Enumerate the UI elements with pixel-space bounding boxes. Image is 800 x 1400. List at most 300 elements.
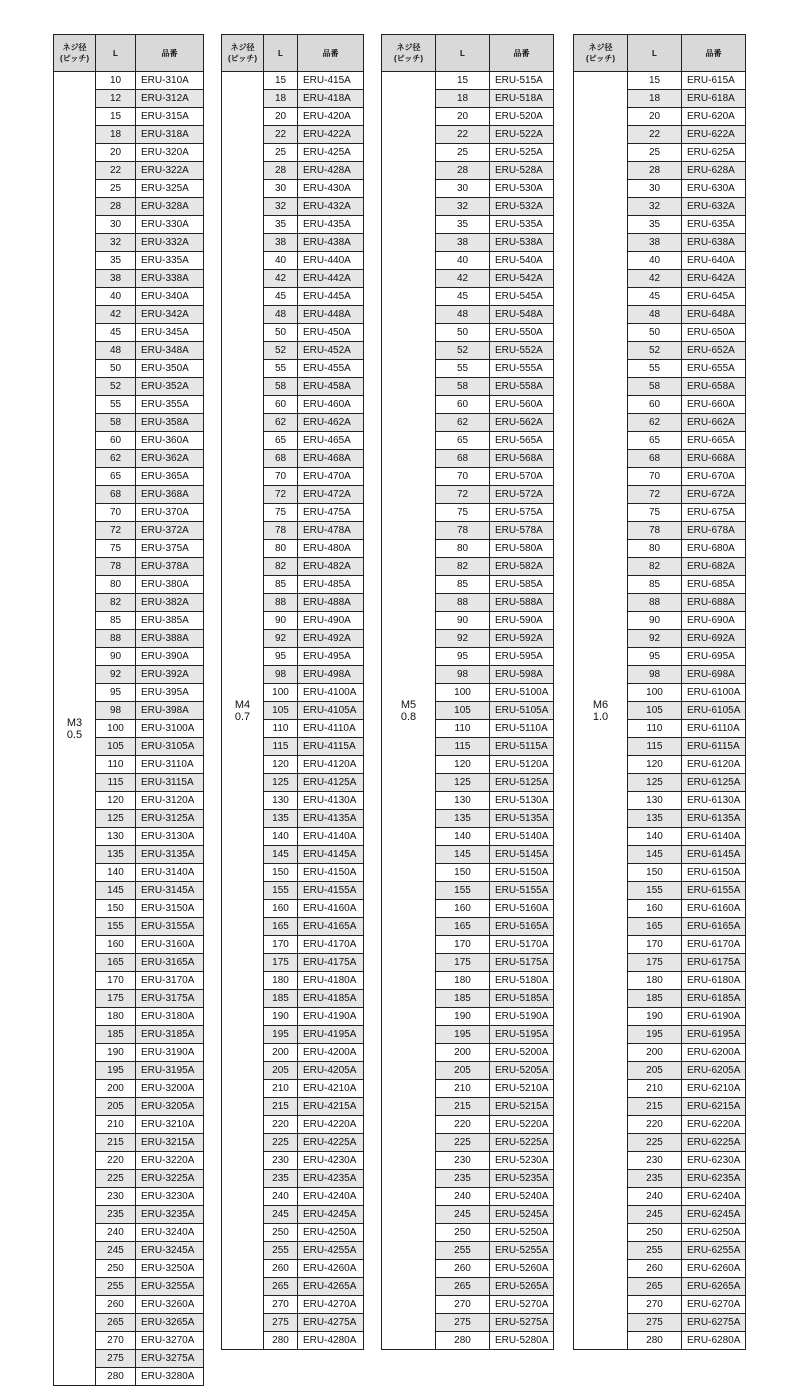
- thread-size-cell: [54, 72, 96, 1386]
- part-number-cell: ERU-6250A: [682, 1224, 746, 1242]
- length-cell: 215: [96, 1134, 136, 1152]
- part-number-cell: ERU-580A: [490, 540, 554, 558]
- part-number-cell: ERU-5210A: [490, 1080, 554, 1098]
- length-cell: 25: [96, 180, 136, 198]
- part-number-cell: ERU-465A: [298, 432, 364, 450]
- part-number-cell: ERU-688A: [682, 594, 746, 612]
- table-row: [574, 72, 746, 90]
- length-cell: 82: [96, 594, 136, 612]
- thread-pitch: 0.7: [234, 710, 251, 723]
- part-number-cell: ERU-4160A: [298, 900, 364, 918]
- header-part-no: 品番: [136, 35, 204, 72]
- length-cell: 230: [96, 1188, 136, 1206]
- header-part-no: 品番: [490, 35, 554, 72]
- length-cell: 170: [264, 936, 298, 954]
- length-cell: 70: [96, 504, 136, 522]
- length-cell: 180: [264, 972, 298, 990]
- length-cell: 165: [628, 918, 682, 936]
- length-cell: 135: [628, 810, 682, 828]
- length-cell: 110: [264, 720, 298, 738]
- header-thread: [222, 35, 264, 72]
- length-cell: 240: [436, 1188, 490, 1206]
- part-number-cell: ERU-3240A: [136, 1224, 204, 1242]
- part-number-cell: ERU-5240A: [490, 1188, 554, 1206]
- length-cell: 88: [628, 594, 682, 612]
- length-cell: 20: [628, 108, 682, 126]
- length-cell: 18: [436, 90, 490, 108]
- part-number-cell: ERU-690A: [682, 612, 746, 630]
- part-number-cell: ERU-6160A: [682, 900, 746, 918]
- part-number-cell: ERU-535A: [490, 216, 554, 234]
- part-number-cell: ERU-5160A: [490, 900, 554, 918]
- length-cell: 135: [96, 846, 136, 864]
- part-number-cell: ERU-4115A: [298, 738, 364, 756]
- part-number-cell: ERU-692A: [682, 630, 746, 648]
- part-number-cell: ERU-550A: [490, 324, 554, 342]
- part-number-cell: ERU-5135A: [490, 810, 554, 828]
- part-number-cell: ERU-5150A: [490, 864, 554, 882]
- length-cell: 48: [96, 342, 136, 360]
- part-number-cell: ERU-680A: [682, 540, 746, 558]
- part-number-cell: ERU-4200A: [298, 1044, 364, 1062]
- length-cell: 100: [628, 684, 682, 702]
- part-number-cell: ERU-4135A: [298, 810, 364, 828]
- length-cell: 32: [264, 198, 298, 216]
- part-number-cell: ERU-388A: [136, 630, 204, 648]
- length-cell: 62: [96, 450, 136, 468]
- part-number-cell: ERU-3120A: [136, 792, 204, 810]
- part-number-cell: ERU-6240A: [682, 1188, 746, 1206]
- part-number-cell: ERU-6225A: [682, 1134, 746, 1152]
- part-number-cell: ERU-390A: [136, 648, 204, 666]
- part-number-cell: ERU-348A: [136, 342, 204, 360]
- length-cell: 255: [628, 1242, 682, 1260]
- part-number-cell: ERU-6105A: [682, 702, 746, 720]
- length-cell: 125: [264, 774, 298, 792]
- part-number-cell: ERU-5165A: [490, 918, 554, 936]
- part-number-cell: ERU-532A: [490, 198, 554, 216]
- length-cell: 115: [436, 738, 490, 756]
- length-cell: 170: [628, 936, 682, 954]
- length-cell: 205: [628, 1062, 682, 1080]
- length-cell: 32: [436, 198, 490, 216]
- part-number-cell: ERU-318A: [136, 126, 204, 144]
- part-number-cell: ERU-572A: [490, 486, 554, 504]
- part-number-cell: ERU-475A: [298, 504, 364, 522]
- part-number-cell: ERU-4100A: [298, 684, 364, 702]
- part-number-cell: ERU-3280A: [136, 1368, 204, 1386]
- length-cell: 55: [436, 360, 490, 378]
- thread-size: M3: [66, 716, 83, 729]
- part-number-cell: ERU-562A: [490, 414, 554, 432]
- length-cell: 250: [628, 1224, 682, 1242]
- length-cell: 195: [436, 1026, 490, 1044]
- part-number-cell: ERU-5265A: [490, 1278, 554, 1296]
- part-number-cell: ERU-3190A: [136, 1044, 204, 1062]
- part-number-cell: ERU-4170A: [298, 936, 364, 954]
- part-number-cell: ERU-4280A: [298, 1332, 364, 1350]
- length-cell: 100: [436, 684, 490, 702]
- part-number-cell: ERU-5100A: [490, 684, 554, 702]
- length-cell: 50: [264, 324, 298, 342]
- length-cell: 82: [436, 558, 490, 576]
- length-cell: 95: [628, 648, 682, 666]
- length-cell: 72: [628, 486, 682, 504]
- length-cell: 155: [436, 882, 490, 900]
- part-number-cell: ERU-668A: [682, 450, 746, 468]
- length-cell: 15: [628, 72, 682, 90]
- part-number-cell: ERU-6235A: [682, 1170, 746, 1188]
- part-number-cell: ERU-5255A: [490, 1242, 554, 1260]
- length-cell: 230: [628, 1152, 682, 1170]
- length-cell: 30: [96, 216, 136, 234]
- length-cell: 70: [628, 468, 682, 486]
- part-number-cell: ERU-5115A: [490, 738, 554, 756]
- part-number-cell: ERU-6115A: [682, 738, 746, 756]
- length-cell: 160: [628, 900, 682, 918]
- part-number-cell: ERU-445A: [298, 288, 364, 306]
- length-cell: 88: [96, 630, 136, 648]
- part-number-cell: ERU-6110A: [682, 720, 746, 738]
- part-number-cell: ERU-382A: [136, 594, 204, 612]
- part-number-cell: ERU-378A: [136, 558, 204, 576]
- length-cell: 98: [264, 666, 298, 684]
- length-cell: 80: [96, 576, 136, 594]
- part-number-cell: ERU-540A: [490, 252, 554, 270]
- length-cell: 280: [264, 1332, 298, 1350]
- length-cell: 225: [628, 1134, 682, 1152]
- header-part-no: 品番: [298, 35, 364, 72]
- length-cell: 140: [264, 828, 298, 846]
- header-thread: [574, 35, 628, 72]
- length-cell: 100: [96, 720, 136, 738]
- length-cell: 22: [436, 126, 490, 144]
- length-cell: 260: [264, 1260, 298, 1278]
- part-number-cell: ERU-5200A: [490, 1044, 554, 1062]
- length-cell: 88: [264, 594, 298, 612]
- part-number-cell: ERU-5245A: [490, 1206, 554, 1224]
- length-cell: 185: [628, 990, 682, 1008]
- length-cell: 68: [436, 450, 490, 468]
- length-cell: 245: [436, 1206, 490, 1224]
- length-cell: 200: [96, 1080, 136, 1098]
- part-number-cell: ERU-615A: [682, 72, 746, 90]
- part-number-cell: ERU-3170A: [136, 972, 204, 990]
- length-cell: 280: [96, 1368, 136, 1386]
- length-cell: 95: [96, 684, 136, 702]
- part-number-cell: ERU-3180A: [136, 1008, 204, 1026]
- length-cell: 120: [628, 756, 682, 774]
- part-number-cell: ERU-565A: [490, 432, 554, 450]
- part-number-cell: ERU-472A: [298, 486, 364, 504]
- part-number-cell: ERU-4120A: [298, 756, 364, 774]
- thread-size: M5: [400, 698, 417, 711]
- part-number-cell: ERU-385A: [136, 612, 204, 630]
- part-number-cell: ERU-4165A: [298, 918, 364, 936]
- part-number-cell: ERU-322A: [136, 162, 204, 180]
- length-cell: 105: [628, 702, 682, 720]
- header-thread-line1: ネジ径: [230, 43, 255, 52]
- length-cell: 145: [436, 846, 490, 864]
- part-number-cell: ERU-320A: [136, 144, 204, 162]
- part-number-cell: ERU-660A: [682, 396, 746, 414]
- length-cell: 190: [96, 1044, 136, 1062]
- length-cell: 40: [96, 288, 136, 306]
- part-number-cell: ERU-590A: [490, 612, 554, 630]
- length-cell: 22: [96, 162, 136, 180]
- part-number-cell: ERU-360A: [136, 432, 204, 450]
- part-number-cell: ERU-652A: [682, 342, 746, 360]
- part-number-cell: ERU-655A: [682, 360, 746, 378]
- length-cell: 145: [628, 846, 682, 864]
- part-number-cell: ERU-352A: [136, 378, 204, 396]
- part-number-cell: ERU-335A: [136, 252, 204, 270]
- length-cell: 145: [96, 882, 136, 900]
- length-cell: 90: [436, 612, 490, 630]
- part-number-cell: ERU-380A: [136, 576, 204, 594]
- length-cell: 225: [96, 1170, 136, 1188]
- part-number-cell: ERU-6155A: [682, 882, 746, 900]
- length-cell: 265: [628, 1278, 682, 1296]
- header-thread-line1: ネジ径: [588, 43, 613, 52]
- length-cell: 42: [436, 270, 490, 288]
- part-number-cell: ERU-5180A: [490, 972, 554, 990]
- length-cell: 265: [96, 1314, 136, 1332]
- length-cell: 250: [264, 1224, 298, 1242]
- length-cell: 20: [96, 144, 136, 162]
- length-cell: 35: [436, 216, 490, 234]
- part-number-cell: ERU-4210A: [298, 1080, 364, 1098]
- part-number-cell: ERU-3125A: [136, 810, 204, 828]
- length-cell: 110: [628, 720, 682, 738]
- thread-size-cell: [574, 72, 628, 1350]
- length-cell: 60: [436, 396, 490, 414]
- length-cell: 220: [436, 1116, 490, 1134]
- length-cell: 82: [264, 558, 298, 576]
- length-cell: 58: [436, 378, 490, 396]
- part-number-cell: ERU-462A: [298, 414, 364, 432]
- length-cell: 70: [436, 468, 490, 486]
- part-number-cell: ERU-440A: [298, 252, 364, 270]
- length-cell: 92: [96, 666, 136, 684]
- length-cell: 105: [436, 702, 490, 720]
- length-cell: 205: [264, 1062, 298, 1080]
- length-cell: 40: [628, 252, 682, 270]
- part-number-cell: ERU-5125A: [490, 774, 554, 792]
- header-thread-line2: (ピッチ): [393, 54, 423, 63]
- length-cell: 210: [436, 1080, 490, 1098]
- length-cell: 20: [264, 108, 298, 126]
- length-cell: 22: [628, 126, 682, 144]
- part-number-cell: ERU-3210A: [136, 1116, 204, 1134]
- part-number-cell: ERU-4225A: [298, 1134, 364, 1152]
- part-number-cell: ERU-415A: [298, 72, 364, 90]
- part-number-cell: ERU-310A: [136, 72, 204, 90]
- part-number-cell: ERU-4215A: [298, 1098, 364, 1116]
- part-number-cell: ERU-3155A: [136, 918, 204, 936]
- part-number-cell: ERU-4105A: [298, 702, 364, 720]
- spec-table-m3: [53, 34, 204, 1386]
- length-cell: 58: [96, 414, 136, 432]
- part-number-cell: ERU-430A: [298, 180, 364, 198]
- length-cell: 52: [436, 342, 490, 360]
- length-cell: 275: [628, 1314, 682, 1332]
- length-cell: 92: [436, 630, 490, 648]
- part-number-cell: ERU-698A: [682, 666, 746, 684]
- length-cell: 270: [436, 1296, 490, 1314]
- length-cell: 62: [264, 414, 298, 432]
- length-cell: 95: [264, 648, 298, 666]
- length-cell: 80: [436, 540, 490, 558]
- part-number-cell: ERU-482A: [298, 558, 364, 576]
- length-cell: 150: [628, 864, 682, 882]
- part-number-cell: ERU-6180A: [682, 972, 746, 990]
- part-number-cell: ERU-5280A: [490, 1332, 554, 1350]
- part-number-cell: ERU-6120A: [682, 756, 746, 774]
- length-cell: 215: [436, 1098, 490, 1116]
- length-cell: 20: [436, 108, 490, 126]
- length-cell: 48: [264, 306, 298, 324]
- part-number-cell: ERU-425A: [298, 144, 364, 162]
- length-cell: 88: [436, 594, 490, 612]
- length-cell: 98: [96, 702, 136, 720]
- length-cell: 120: [264, 756, 298, 774]
- part-number-cell: ERU-6165A: [682, 918, 746, 936]
- length-cell: 25: [436, 144, 490, 162]
- length-cell: 250: [96, 1260, 136, 1278]
- length-cell: 70: [264, 468, 298, 486]
- part-number-cell: ERU-4110A: [298, 720, 364, 738]
- length-cell: 75: [436, 504, 490, 522]
- part-number-cell: ERU-468A: [298, 450, 364, 468]
- part-number-cell: ERU-4185A: [298, 990, 364, 1008]
- part-number-cell: ERU-6175A: [682, 954, 746, 972]
- length-cell: 28: [436, 162, 490, 180]
- part-number-cell: ERU-435A: [298, 216, 364, 234]
- spec-table-m6: [573, 34, 746, 1350]
- header-thread-line1: ネジ径: [396, 43, 421, 52]
- length-cell: 32: [96, 234, 136, 252]
- part-number-cell: ERU-3250A: [136, 1260, 204, 1278]
- length-cell: 85: [96, 612, 136, 630]
- part-number-cell: ERU-345A: [136, 324, 204, 342]
- length-cell: 75: [264, 504, 298, 522]
- part-number-cell: ERU-648A: [682, 306, 746, 324]
- length-cell: 115: [96, 774, 136, 792]
- length-cell: 90: [628, 612, 682, 630]
- part-number-cell: ERU-350A: [136, 360, 204, 378]
- header-length: L: [264, 35, 298, 72]
- length-cell: 65: [96, 468, 136, 486]
- part-number-cell: ERU-3200A: [136, 1080, 204, 1098]
- length-cell: 28: [628, 162, 682, 180]
- thread-pitch: 0.8: [400, 710, 417, 723]
- part-number-cell: ERU-4255A: [298, 1242, 364, 1260]
- length-cell: 60: [264, 396, 298, 414]
- part-number-cell: ERU-372A: [136, 522, 204, 540]
- part-number-cell: ERU-4220A: [298, 1116, 364, 1134]
- length-cell: 78: [628, 522, 682, 540]
- length-cell: 85: [436, 576, 490, 594]
- length-cell: 30: [264, 180, 298, 198]
- length-cell: 22: [264, 126, 298, 144]
- length-cell: 220: [628, 1116, 682, 1134]
- length-cell: 75: [96, 540, 136, 558]
- part-number-cell: ERU-6275A: [682, 1314, 746, 1332]
- part-number-cell: ERU-395A: [136, 684, 204, 702]
- part-number-cell: ERU-3150A: [136, 900, 204, 918]
- length-cell: 200: [264, 1044, 298, 1062]
- part-number-cell: ERU-662A: [682, 414, 746, 432]
- part-number-cell: ERU-330A: [136, 216, 204, 234]
- part-number-cell: ERU-495A: [298, 648, 364, 666]
- length-cell: 165: [96, 954, 136, 972]
- length-cell: 245: [264, 1206, 298, 1224]
- part-number-cell: ERU-4175A: [298, 954, 364, 972]
- part-number-cell: ERU-570A: [490, 468, 554, 486]
- part-number-cell: ERU-5225A: [490, 1134, 554, 1152]
- part-number-cell: ERU-4150A: [298, 864, 364, 882]
- part-number-cell: ERU-470A: [298, 468, 364, 486]
- length-cell: 160: [436, 900, 490, 918]
- length-cell: 45: [96, 324, 136, 342]
- part-number-cell: ERU-452A: [298, 342, 364, 360]
- spec-table-m4: [221, 34, 364, 1350]
- header-length: L: [96, 35, 136, 72]
- length-cell: 245: [628, 1206, 682, 1224]
- length-cell: 180: [96, 1008, 136, 1026]
- length-cell: 145: [264, 846, 298, 864]
- length-cell: 260: [436, 1260, 490, 1278]
- part-number-cell: ERU-582A: [490, 558, 554, 576]
- length-cell: 75: [628, 504, 682, 522]
- length-cell: 80: [628, 540, 682, 558]
- part-number-cell: ERU-5175A: [490, 954, 554, 972]
- part-number-cell: ERU-625A: [682, 144, 746, 162]
- length-cell: 48: [628, 306, 682, 324]
- length-cell: 150: [264, 864, 298, 882]
- header-thread-line2: (ピッチ): [227, 54, 257, 63]
- length-cell: 215: [628, 1098, 682, 1116]
- part-number-cell: ERU-3260A: [136, 1296, 204, 1314]
- part-number-cell: ERU-3245A: [136, 1242, 204, 1260]
- part-number-cell: ERU-568A: [490, 450, 554, 468]
- length-cell: 80: [264, 540, 298, 558]
- length-cell: 38: [628, 234, 682, 252]
- part-number-cell: ERU-4125A: [298, 774, 364, 792]
- part-number-cell: ERU-5170A: [490, 936, 554, 954]
- length-cell: 58: [628, 378, 682, 396]
- length-cell: 270: [96, 1332, 136, 1350]
- part-number-cell: ERU-6190A: [682, 1008, 746, 1026]
- length-cell: 230: [264, 1152, 298, 1170]
- length-cell: 30: [628, 180, 682, 198]
- length-cell: 50: [96, 360, 136, 378]
- length-cell: 98: [628, 666, 682, 684]
- part-number-cell: ERU-522A: [490, 126, 554, 144]
- part-number-cell: ERU-6220A: [682, 1116, 746, 1134]
- length-cell: 245: [96, 1242, 136, 1260]
- part-number-cell: ERU-3235A: [136, 1206, 204, 1224]
- length-cell: 18: [264, 90, 298, 108]
- length-cell: 50: [628, 324, 682, 342]
- part-number-cell: ERU-3135A: [136, 846, 204, 864]
- length-cell: 78: [264, 522, 298, 540]
- length-cell: 280: [436, 1332, 490, 1350]
- length-cell: 28: [264, 162, 298, 180]
- length-cell: 160: [264, 900, 298, 918]
- part-number-cell: ERU-5120A: [490, 756, 554, 774]
